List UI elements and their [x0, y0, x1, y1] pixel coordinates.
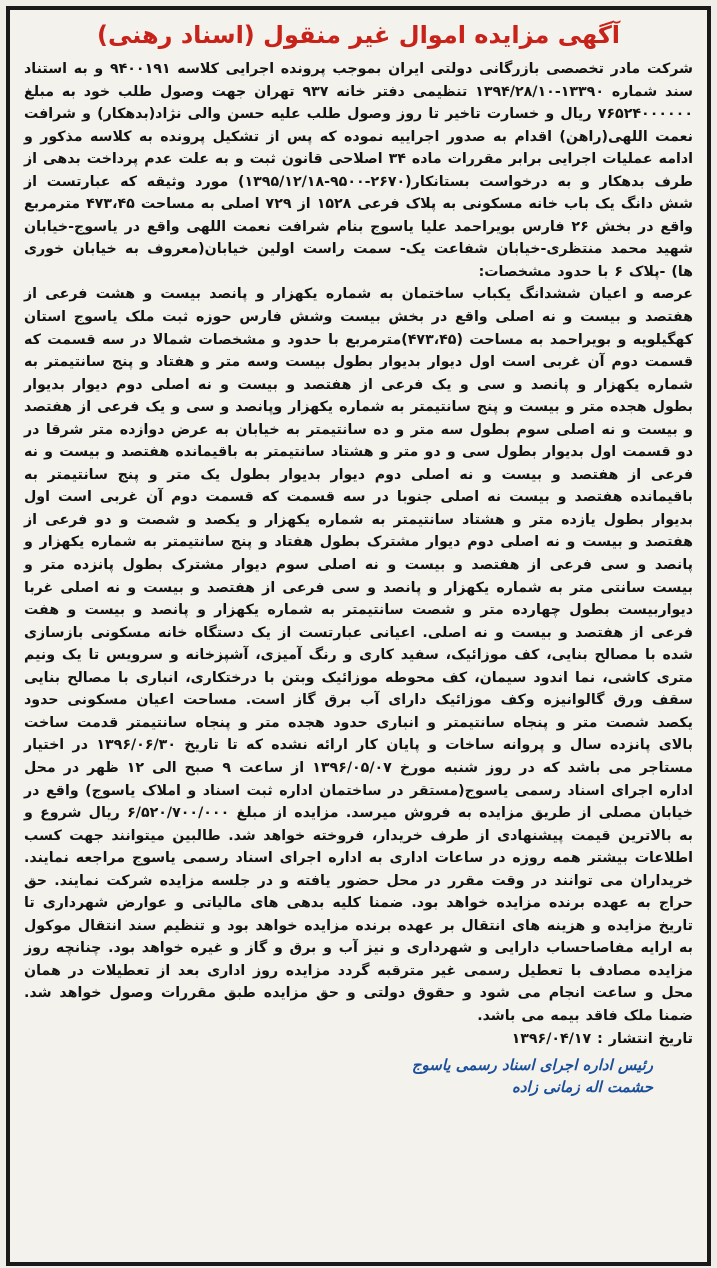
signature-block: [24, 1054, 693, 1098]
notice-title: آگهی مزایده اموال غیر منقول (اسناد رهنی): [96, 21, 621, 49]
notice-paragraph-property: عرصه و اعیان ششدانگ یکباب ساختمان به شماره یکهزار و پانصد بیست و هشت فرعی از هفتصد و بیست و نه اصلی واقع در بخش بیست وشش فارس حوزه ثبت ملک یاسوج استان کهگیلویه و بویراحمد به مساحت (۴۷۳،۴۵)مترمربع با حدود و مشخصات شمالا در سه قسمت که قسمت دوم آن غربی است اول دیوار بدیوار بطول بیست وسه متر و هفتاد و پنج سانتیمتر به شماره یکهزار و پانصد و سی و یک فرعی از هفتصد و بیست و نه اصلی دوم دیوار بدیوار بطول هجده متر و بیست و پنج سانتیمتر به شماره یکهزار وپانصد و سی و یک فرعی از هفتصد و بیست و نه اصلی سوم بطول سه متر و ده سانتیمتر به خیابان به عرض دوازده متر شرقا در دو قسمت اول بدیوار بطول سی و دو متر و هشتاد سانتیمتر به باقیمانده هفتصد و بیست و نه فرعی از هفتصد و بیست و نه اصلی دوم دیوار بدیوار بطول یک متر و پنج سانتیمتر به باقیمانده هفتصد و بیست نه اصلی جنوبا در سه قسمت که قسمت دوم آن غربی است اول بدیوار بطول یازده متر و هشتاد سانتیمتر به شماره یکهزار و یکصد و شصت و دو فرعی از هفتصد و بیست و نه اصلی دوم دیوار مشترک بطول هفتاد و پنج سانتیمتر به شماره یکهزار و پانصد و سی فرعی از هفتصد و بیست و نه اصلی سوم دیوار مشترک بطول پانزده متر و بیست سانتی متر به شماره یکهزار و پانصد و سی فرعی از هفتصد و بیست و نه اصلی غربا دیواربیست بطول چهارده متر و شصت سانتیمتر به شماره یکهزار و پانصد و بیست و هفت فرعی از هفتصد و بیست و نه اصلی. اعیانی عبارتست از یک دستگاه خانه مسکونی بازسازی شده با مصالح بنایی، کف موزائیک، سفید کاری و رنگ آمیزی، آشپزخانه و سرویس تا یک ونیم متری کاشی، نما اندود سیمان، کف محوطه موزائیک وبتن با درختکاری، انباری با مصالح بنایی سقف ورق گالوانیزه وکف موزائیک دارای آب برق گاز است. مساحت اعیان مسکونی حدود یکصد شصت متر و پنجاه سانتیمتر و انباری حدود هجده متر و پنجاه سانتیمتر قدمت ساخت بالای پانزده سال و پروانه ساخات و پایان کار ارائه نشده که تا تاریخ ۱۳۹۶/۰۶/۳۰ در اختیار مستاجر می باشد که در روز شنبه مورخ ۱۳۹۶/۰۵/۰۷ از ساعت ۹ صبح الی ۱۲ ظهر در محل اداره اجرای اسناد رسمی یاسوج(مستقر در ساختمان اداره ثبت اسناد و املاک یاسوج) واقع در خیابان مصلی از طریق مزایده به فروش میرسد. مزایده از مبلغ ۶/۵۲۰/۷۰۰/۰۰۰ ریال شروع و به بالاترین قیمت پیشنهادی از طرف خریدار، فروخته خواهد شد. طالبین میتوانند جهت کسب اطلاعات بیشتر همه روزه در ساعات اداری به اداره اجرای اسناد رسمی یاسوج مراجعه نمایند. خریداران می توانند در وقت مقرر در محل حضور یافته و در جلسه مزایده شرکت نمایند. حق حراج به عهده برنده مزایده خواهد بود. ضمنا کلیه بدهی های مالیاتی و عوارض شهرداری تا تاریخ مزایده و هزینه های انتقال بر عهده برنده مزایده خواهد بود و تنظیم سند انتقال موکول به ارایه مفاصاحساب دارایی و شهرداری و نیز آب و برق و گاز و غیره خواهد بود. چنانچه روز مزایده مصادف با تعطیل رسمی غیر مترقبه گردد مزایده روز اداری بعد از تعطیلات در همان محل و ساعت انجام می شود و حقوق دولتی و حق مزایده طبق مقررات وصول خواهد شد. ضمنا ملک فاقد بیمه می باشد.: [24, 286, 694, 1024]
notice-paragraph-owner: شرکت مادر تخصصی بازرگانی دولتی ایران بموجب پرونده اجرایی کلاسه ۹۴۰۰۱۹۱ و به استناد سند شماره ۱۳۳۹۰-۱۳۹۴/۲۸/۱۰ تنظیمی دفتر خانه ۹۳۷ تهران جهت وصول طلب خود به مبلغ ۷۶۵۲۴۰۰۰۰۰۰ ریال و خسارت تاخیر تا روز وصول طلب علیه حسن والی نژاد(بدهکار) و شرافت نعمت اللهی(راهن) اقدام به صدور اجراییه نموده که پس از تشکیل پرونده به کلاسه مذکور و ادامه عملیات اجرایی برابر مقررات ماده ۳۴ اصلاحی قانون ثبت و به علت عدم پرداخت بدهی از طرف بدهکار و به درخواست بستانکار(۲۶۷۰-۹۵۰۰-۱۳۹۵/۱۲/۱۸) مورد وثیقه که عبارتست از شش دانگ یک باب خانه مسکونی به پلاک فرعی ۱۵۲۸ از ۷۲۹ اصلی به مساحت ۴۷۳،۴۵ مترمربع واقع در بخش ۲۶ فارس بویراحمد علیا یاسوج بنام شرافت نعمت اللهی واقع در یاسوج-خیابان شهید محمد منتظری-خیابان شفاعت یک- سمت راست اولین خیابان(معروف به خیابان خوری ها) -پلاک ۶ با حدود مشخصات:: [24, 61, 693, 280]
signature-title: رئیس اداره اجرای اسناد رسمی یاسوج: [411, 1056, 653, 1075]
signature-name: حشمت اله زمانی زاده: [512, 1078, 653, 1097]
publish-date: تاریخ انتشار : ۱۳۹۶/۰۴/۱۷: [511, 1030, 693, 1047]
notice-body: [24, 58, 693, 1050]
auction-notice: [6, 6, 711, 1266]
notice-header: [24, 16, 693, 56]
